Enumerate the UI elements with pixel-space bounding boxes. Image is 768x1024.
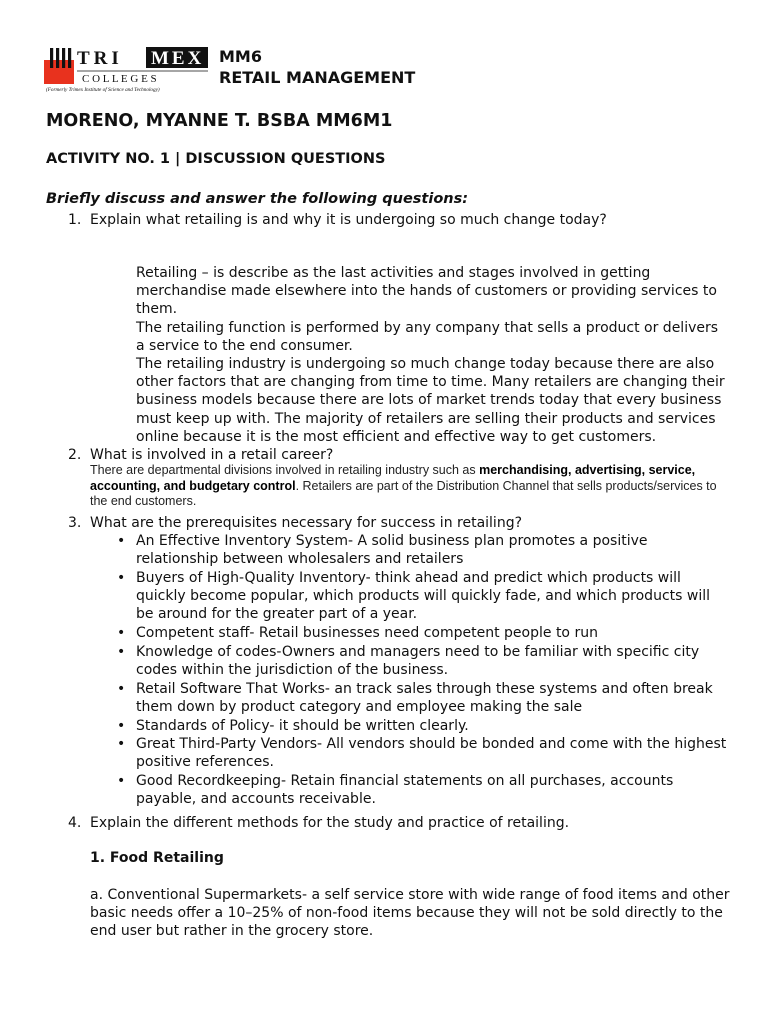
student-name: MORENO, MYANNE T. BSBA MM6M1 xyxy=(46,111,393,131)
question-number: 3. xyxy=(68,515,82,531)
section-text: a. Conventional Supermarkets- a self service store with wide range of food items and other basic needs offer a 10–25% of non-food items because they will not be sold directly to the end user but rather in the grocery store. xyxy=(90,887,730,940)
answer-1-paragraph: The retailing industry is undergoing so much change today because there are also other factors that are changing from time to time. Many retailers are changing their business models because there are lots of market trends today that every business must keep up with. The majority of retailers are selling their products and services online because it is the most efficient and effective way to get customers. xyxy=(136,356,725,445)
answer-2-bold: merchandising, advertising, service, accounting, and budgetary control xyxy=(90,463,696,493)
list-item: • Great Third-Party Vendors- All vendors should be bonded and come with the highest positive references. xyxy=(115,735,730,771)
answer-2 xyxy=(90,463,730,510)
logo-tagline: (Formerly Trimex Institute of Science and Technology) xyxy=(46,87,160,93)
logo-brand-left: TRI xyxy=(77,48,123,69)
list-item: • Standards of Policy- it should be written clearly. xyxy=(115,717,730,735)
answer-2-text-end: . Retailers are part of the Distribution Channel that sells products/services to the end customers. xyxy=(90,478,717,508)
list-item: • Buyers of High-Quality Inventory- think ahead and predict which products will quickly become popular, which products will quickly fade, and which products will be around for the greater part of a year. xyxy=(115,569,730,624)
prerequisites-list xyxy=(115,532,730,809)
answer-1-paragraph: The retailing function is performed by any company that sells a product or delivers a service to the end consumer. xyxy=(136,319,719,354)
list-item: • Retail Software That Works- an track sales through these systems and often break them down by product category and employee making the sale xyxy=(115,680,730,716)
logo-subtitle: C O L L E G E S xyxy=(82,73,157,85)
list-item: • Competent staff- Retail businesses need competent people to run xyxy=(115,624,730,642)
course-header xyxy=(219,46,415,88)
question-text: Explain what retailing is and why it is undergoing so much change today? xyxy=(90,212,607,228)
question-text: What are the prerequisites necessary for success in retailing? xyxy=(90,515,523,531)
logo-brand-right: MEX xyxy=(151,48,205,69)
question-number: 1. xyxy=(68,212,82,228)
logo-pillar xyxy=(68,48,71,68)
answer-1-paragraph: Retailing – is describe as the last activities and stages involved in getting merchandise made elsewhere into the hands of customers or providing services to them. xyxy=(136,265,717,318)
question-text: What is involved in a retail career? xyxy=(90,447,334,463)
logo-pillar xyxy=(56,48,59,68)
logo-pillar xyxy=(62,48,65,68)
answer-1 xyxy=(136,264,726,446)
question-text: Explain the different methods for the study and practice of retailing. xyxy=(90,815,570,831)
course-name: RETAIL MANAGEMENT xyxy=(219,68,416,87)
list-item: • An Effective Inventory System- A solid business plan promotes a positive relationship between wholesalers and retailers xyxy=(115,532,730,568)
answer-2-text: There are departmental divisions involved in retailing industry such as xyxy=(90,463,480,477)
course-code: MM6 xyxy=(219,47,262,66)
list-item: • Knowledge of codes-Owners and managers need to be familiar with specific city codes within the jurisdiction of the business. xyxy=(115,643,730,679)
instructions: Briefly discuss and answer the following questions: xyxy=(46,191,469,207)
section-title: 1. Food Retailing xyxy=(90,850,224,866)
question-number: 2. xyxy=(68,447,82,463)
activity-title: ACTIVITY NO. 1 | DISCUSSION QUESTIONS xyxy=(46,151,386,167)
question-number: 4. xyxy=(68,815,82,831)
logo-pillar xyxy=(50,48,53,68)
list-item: • Good Recordkeeping- Retain financial statements on all purchases, accounts payable, and accounts receivable. xyxy=(115,772,730,808)
trimex-logo xyxy=(44,44,210,96)
